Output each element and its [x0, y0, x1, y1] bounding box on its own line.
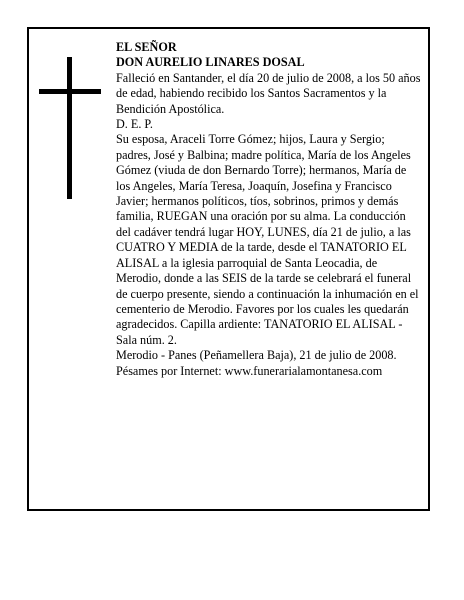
deceased-name: DON AURELIO LINARES DOSAL — [116, 55, 305, 70]
notice-title: EL SEÑOR — [116, 40, 177, 54]
cross-vertical-bar — [67, 57, 72, 199]
obituary-notice — [27, 27, 430, 511]
place-date-line: Merodio - Panes (Peñamellera Baja), 21 de julio de 2008. — [116, 348, 397, 363]
notice-text — [116, 40, 421, 379]
dep-line: D. E. P. — [116, 117, 153, 132]
condolences-line: Pésames por Internet: www.funerarialamontanesa.com — [116, 363, 383, 378]
cross-horizontal-bar — [39, 89, 101, 94]
death-paragraph: Falleció en Santander, el día 20 de julio de 2008, a los 50 años de edad, habiendo recibido los Santos Sacramentos y la Bendición Apostólica. — [116, 70, 421, 116]
family-paragraph: Su esposa, Araceli Torre Gómez; hijos, Laura y Sergio; padres, José y Balbina; madre política, María de los Angeles Gómez (viuda de don Bernardo Torre); hermanos, María de los Angeles, María Teresa, Joaquín, Josefina y Francisco Javier; hermanos políticos, tíos, sobrinos, primos y demás familia, RUEGAN una oración por su alma. La conducción del cadáver tendrá lugar HOY, LUNES, día 21 de julio, a las CUATRO Y MEDIA de la tarde, desde el TANATORIO EL ALISAL a la iglesia parroquial de Santa Leocadia, de Merodio, donde a las SEIS de la tarde se celebrará el funeral de cuerpo presente, siendo a continuación la inhumación en el cementerio de Merodio. Favores por los cuales les quedarán agradecidos. Capilla ardiente: TANATORIO EL ALISAL - Sala núm. 2. — [116, 132, 419, 347]
